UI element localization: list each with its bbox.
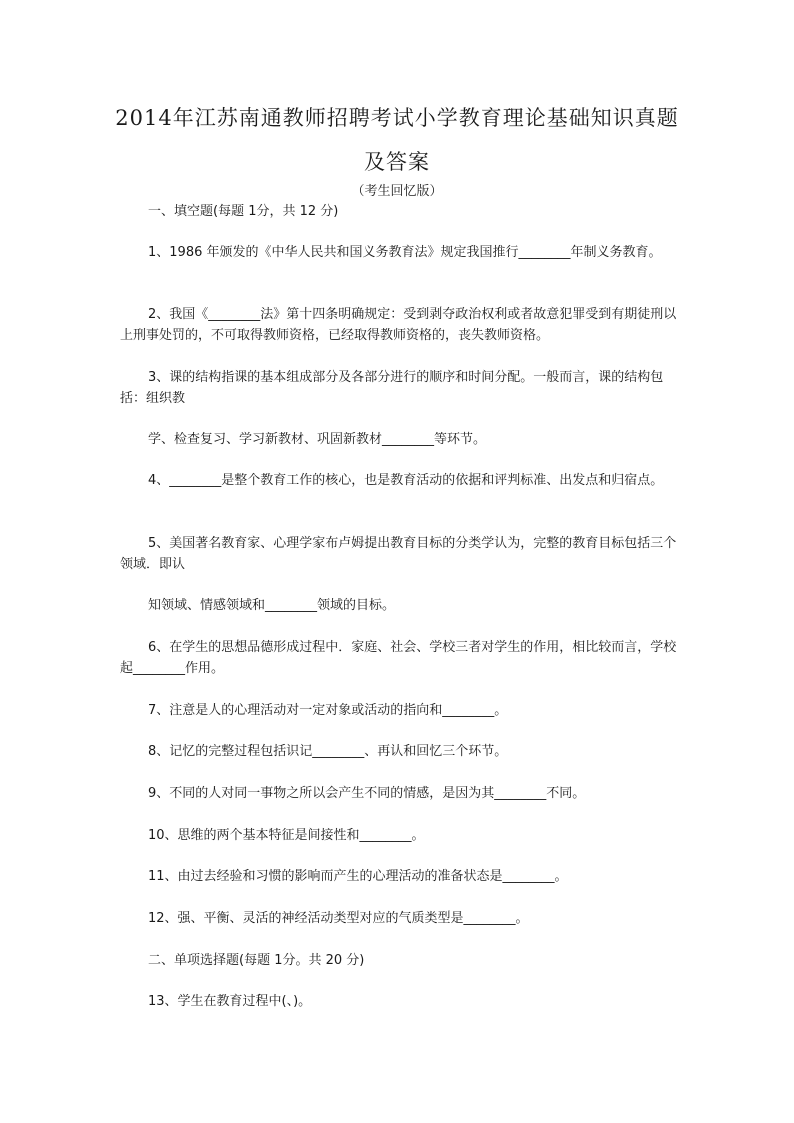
question-11: 11、由过去经验和习惯的影响而产生的心理活动的准备状态是________。 xyxy=(148,869,568,884)
question-13: 13、学生在教育过程中(、)。 xyxy=(148,994,312,1009)
question-12: 12、强、平衡、灵活的神经活动类型对应的气质类型是________。 xyxy=(148,911,529,926)
question-6: 6、在学生的思想品德形成过程中．家庭、社会、学校三者对学生的作用，相比较而言，学校起________作用。 xyxy=(120,640,677,676)
question-9: 9、不同的人对同一事物之所以会产生不同的情感，是因为其________不同。 xyxy=(148,786,586,801)
question-4: 4、________是整个教育工作的核心，也是教育活动的依据和评判标准、出发点和归宿点。 xyxy=(148,473,664,488)
question-2: 2、我国《________法》第十四条明确规定：受到剥夺政治权利或者故意犯罪受到有期徒刑以上刑事处罚的，不可取得教师资格，已经取得教师资格的，丧失教师资格。 xyxy=(120,307,677,343)
page-title-line2: 及答案 xyxy=(364,150,430,174)
question-3-part1: 3、课的结构指课的基本组成部分及各部分进行的顺序和时间分配。一般而言，课的结构包括：组织教 xyxy=(120,370,664,406)
question-8: 8、记忆的完整过程包括识记________、再认和回忆三个环节。 xyxy=(148,744,508,759)
page-title-line1: 2014年江苏南通教师招聘考试小学教育理论基础知识真题 xyxy=(115,106,679,130)
section-heading-single-choice: 二、单项选择题(每题 1分。共 20 分) xyxy=(148,953,365,968)
question-5-part2: 知领域、情感领域和________领域的目标。 xyxy=(148,598,396,613)
question-1: 1、1986 年颁发的《中华人民共和国义务教育法》规定我国推行________年制义务教育。 xyxy=(148,245,662,260)
question-5-part1: 5、美国著名教育家、心理学家布卢姆提出教育目标的分类学认为，完整的教育目标包括三个领域．即认 xyxy=(120,536,677,572)
section-heading-fill-blank: 一、填空题(每题 1分，共 12 分) xyxy=(148,204,339,219)
question-3-part2: 学、检查复习、学习新教材、巩固新教材________等环节。 xyxy=(148,432,487,447)
question-7: 7、注意是人的心理活动对一定对象或活动的指向和________。 xyxy=(148,703,508,718)
question-10: 10、思维的两个基本特征是间接性和________。 xyxy=(148,828,425,843)
page-subtitle: （考生回忆版） xyxy=(351,184,443,199)
